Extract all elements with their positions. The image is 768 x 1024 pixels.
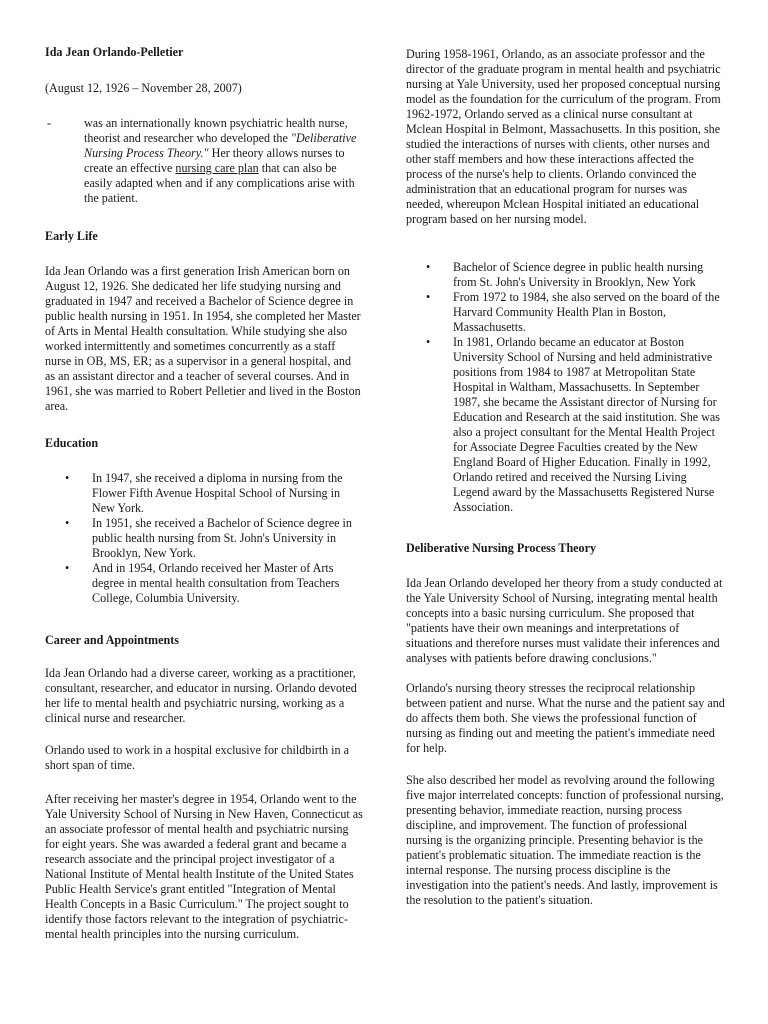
appointments-list — [406, 260, 726, 515]
intro-text-3: that can also be easily adapted when and if any complications arise with the patient. — [84, 161, 355, 205]
theory-paragraph-3: She also described her model as revolving around the following five major interrelated concepts: function of professional nursing, presenting behavior, immediate reaction, nursing process discipline, and improvement. The function of professional nursing is the organizing principle. Presenting behavior is the patient's problematic situation. The immediate reaction is the internal response. The nursing process discipline is the investigation into the patient's needs. And lastly, improvement is the resolution to the patient's situation. — [406, 773, 724, 907]
life-dates: (August 12, 1926 – November 28, 2007) — [45, 81, 242, 95]
list-item: • And in 1954, Orlando received her Master of Arts degree in mental health consultation from Teachers College, Columbia University. — [45, 561, 363, 606]
intro-text-2: Her theory allows nurses to create an effective — [84, 146, 345, 175]
intro-item — [45, 116, 363, 206]
career-paragraph-3: After receiving her master's degree in 1954, Orlando went to the Yale University School of Nursing in New Haven, Connecticut as an associate professor of mental health and psychiatric nursing for eight years. She was awarded a federal grant and became a research associate and the principal project investigator of a National Institute of Mental health Institute of the United States Public Health Service's grant entitled "Integration of Mental Health Concepts in a Basic Curriculum." The project sought to identify those factors relevant to the integration of psychiatric-mental health principles into the nursing curriculum. — [45, 792, 363, 941]
theory-paragraph-2: Orlando's nursing theory stresses the reciprocal relationship between patient and nurse. What the nurse and the patient say and do affects them both. She views the professional function of nursing as finding out and meeting the patient's immediate need for help. — [406, 681, 725, 755]
education-list — [45, 471, 363, 606]
list-item: • In 1947, she received a diploma in nursing from the Flower Fifth Avenue Hospital School of Nursing in New York. — [45, 471, 363, 516]
career-paragraph-4: During 1958-1961, Orlando, as an associate professor and the director of the graduate program in mental health and psychiatric nursing at Yale University, used her proposed conceptual nursing model as the foundation for the curriculum of the program. From 1962-1972, Orlando served as a clinical nurse consultant at Mclean Hospital in Belmont, Massachusetts. In this position, she studied the interactions of nurses with clients, other nurses and other staff members and how these interactions affected the process of the nurse's help to clients. Orlando convinced the administration that an educational program for nurses was needed, whereupon Mclean Hospital initiated an educational program based on her nursing model. — [406, 47, 721, 226]
early-life-text: Ida Jean Orlando was a first generation Irish American born on August 12, 1926. She dedicated her life studying nursing and graduated in 1947 and received a Bachelor of Science degree in public health nursing in 1951. In 1954, she completed her Master of Arts in Mental Health consultation. While studying she also worked intermittently and sometimes concurrently as a staff nurse in OB, MS, ER; as a supervisor in a general hospital, and as an assistant director and a teacher of several courses. And in 1961, she was married to Robert Pelletier and lived in the Boston area. — [45, 264, 361, 413]
theory-heading: Deliberative Nursing Process Theory — [406, 541, 597, 555]
intro-list — [45, 116, 363, 206]
list-item: • In 1981, Orlando became an educator at Boston University School of Nursing and held administrative positions from 1984 to 1987 at Metropolitan State Hospital in Waltham, Massachusetts. In September 1987, she became the Assistant director of Nursing for Education and Research at the said institution. She was also a project consultant for the Mental Health Project for Associate Degree Faculties created by the New England Board of Higher Education. Finally in 1992, Orlando retired and received the Nursing Living Legend award by the Massachusetts Registered Nurse Association. — [406, 335, 726, 515]
list-item: • From 1972 to 1984, she also served on the board of the Harvard Community Health Plan in Boston, Massachusetts. — [406, 290, 726, 335]
list-item: • In 1951, she received a Bachelor of Science degree in public health nursing from St. John's University in Brooklyn, New York. — [45, 516, 363, 561]
career-heading: Career and Appointments — [45, 633, 179, 647]
list-item: • Bachelor of Science degree in public health nursing from St. John's University in Brooklyn, New York — [406, 260, 726, 290]
career-paragraph-2: Orlando used to work in a hospital exclusive for childbirth in a short span of time. — [45, 743, 349, 772]
document-title: Ida Jean Orlando-Pelletier — [45, 45, 184, 59]
intro-text-1: was an internationally known psychiatric health nurse, theorist and researcher who developed the — [84, 116, 348, 145]
early-life-heading: Early Life — [45, 229, 98, 243]
theory-name: "Deliberative Nursing Process Theory." — [84, 131, 357, 160]
career-paragraph-1: Ida Jean Orlando had a diverse career, working as a practitioner, consultant, researcher, and educator in nursing. Orlando devoted her life to mental health and psychiatric nursing, working as a clinical nurse and researcher. — [45, 666, 357, 725]
education-heading: Education — [45, 436, 99, 450]
theory-paragraph-1: Ida Jean Orlando developed her theory from a study conducted at the Yale University School of Nursing, integrating mental health concepts into a basic nursing curriculum. She proposed that "patients have their own meanings and interpretations of situations and therefore nurses must validate their inferences and analyses with patients before drawing conclusions." — [406, 576, 723, 665]
nursing-care-plan-link[interactable]: nursing care plan — [175, 161, 259, 175]
